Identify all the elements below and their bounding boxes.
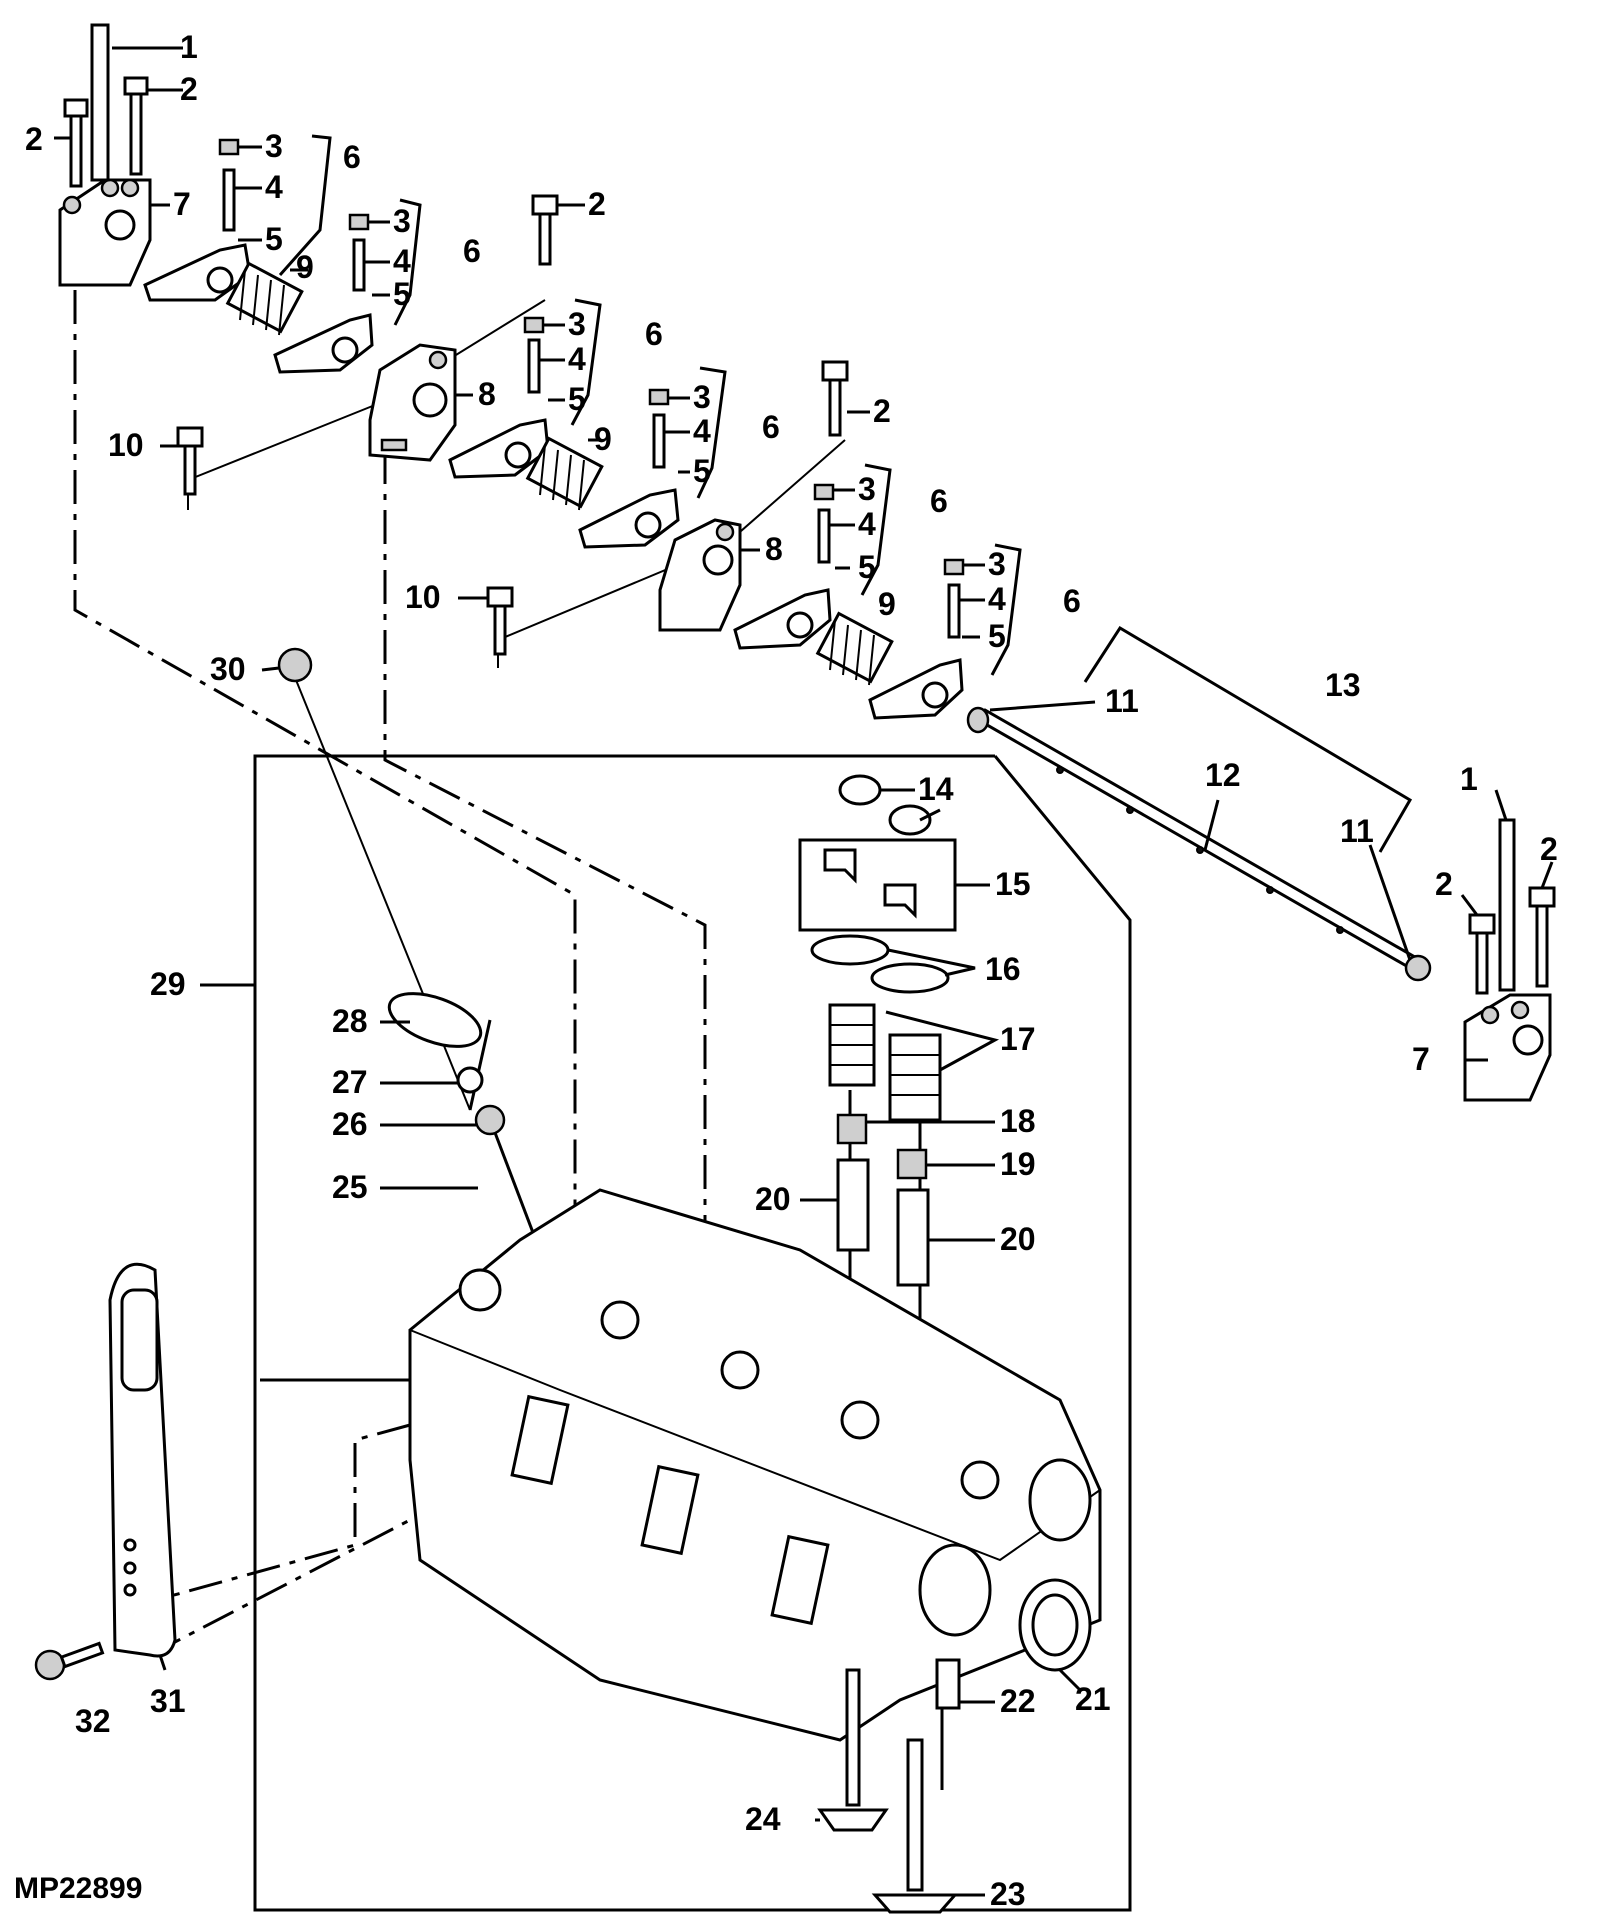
callout-18: 18	[1000, 1103, 1036, 1139]
callout-10-b: 10	[405, 579, 441, 615]
callout-2-left: 2	[25, 121, 43, 157]
callout-4-a: 4	[265, 169, 283, 205]
callout-26: 26	[332, 1106, 368, 1142]
callout-7-right: 7	[1412, 1041, 1430, 1077]
callout-3-c: 3	[568, 306, 586, 342]
callout-1-top: 1	[180, 29, 198, 65]
callout-5-b: 5	[393, 276, 411, 312]
callout-14: 14	[918, 771, 954, 807]
callout-11-a: 11	[1105, 683, 1139, 719]
callout-20-b: 20	[1000, 1221, 1036, 1257]
callout-10-a: 10	[108, 427, 144, 463]
callout-5-e: 5	[858, 549, 876, 585]
callout-24: 24	[745, 1801, 781, 1837]
callout-20-a: 20	[755, 1181, 791, 1217]
callout-11-b: 11	[1340, 813, 1374, 849]
callout-6-c: 6	[645, 316, 663, 352]
callout-3-b: 3	[393, 203, 411, 239]
callout-6-a: 6	[343, 139, 361, 175]
callout-4-e: 4	[858, 506, 876, 542]
callout-9-b: 9	[594, 421, 612, 457]
callout-5-f: 5	[988, 618, 1006, 654]
callout-32: 32	[75, 1703, 111, 1739]
callout-31: 31	[150, 1683, 186, 1719]
callout-23: 23	[990, 1876, 1026, 1912]
callout-8-b: 8	[765, 531, 783, 567]
callout-29: 29	[150, 966, 186, 1002]
callout-28: 28	[332, 1003, 368, 1039]
callout-8-a: 8	[478, 376, 496, 412]
callout-25: 25	[332, 1169, 368, 1205]
callout-19: 19	[1000, 1146, 1036, 1182]
callout-12: 12	[1205, 757, 1241, 793]
callout-15: 15	[995, 866, 1031, 902]
callout-6-f: 6	[1063, 583, 1081, 619]
figure-id: MP22899	[14, 1872, 143, 1905]
callout-4-c: 4	[568, 341, 586, 377]
callout-3-e: 3	[858, 471, 876, 507]
callout-4-f: 4	[988, 581, 1006, 617]
callout-1-right: 1	[1460, 761, 1478, 797]
bolt-icon	[65, 78, 1554, 993]
callout-2-top: 2	[180, 71, 198, 107]
callout-9-c: 9	[878, 586, 896, 622]
callout-6-b: 6	[463, 233, 481, 269]
callout-27: 27	[332, 1064, 368, 1100]
callout-9-a: 9	[296, 249, 314, 285]
stud-icon	[92, 25, 1514, 990]
callout-2-c: 2	[873, 393, 891, 429]
callout-30: 30	[210, 651, 246, 687]
callout-6-d: 6	[762, 409, 780, 445]
callout-2-right-a: 2	[1540, 831, 1558, 867]
callout-4-b: 4	[393, 243, 411, 279]
rocker-bracket-7-left	[60, 180, 150, 285]
callout-3-a: 3	[265, 128, 283, 164]
callout-5-d: 5	[693, 453, 711, 489]
callout-3-f: 3	[988, 546, 1006, 582]
callout-16: 16	[985, 951, 1021, 987]
callout-3-d: 3	[693, 379, 711, 415]
callout-13: 13	[1325, 667, 1361, 703]
callout-2-b: 2	[588, 186, 606, 222]
rocker-bracket-7-right	[1465, 995, 1550, 1100]
callout-5-a: 5	[265, 221, 283, 257]
callout-4-d: 4	[693, 413, 711, 449]
callout-17: 17	[1000, 1021, 1036, 1057]
valve-train-parts	[800, 776, 955, 1285]
rocker-bracket-8-a	[370, 345, 455, 460]
callout-6-e: 6	[930, 483, 948, 519]
callout-21: 21	[1075, 1681, 1111, 1717]
callout-5-c: 5	[568, 381, 586, 417]
callout-2-right-b: 2	[1435, 866, 1453, 902]
rocker-bracket-8-b	[660, 520, 740, 630]
cylinder-head-icon	[410, 1190, 1100, 1740]
callout-7-left: 7	[173, 186, 191, 222]
callout-22: 22	[1000, 1683, 1036, 1719]
